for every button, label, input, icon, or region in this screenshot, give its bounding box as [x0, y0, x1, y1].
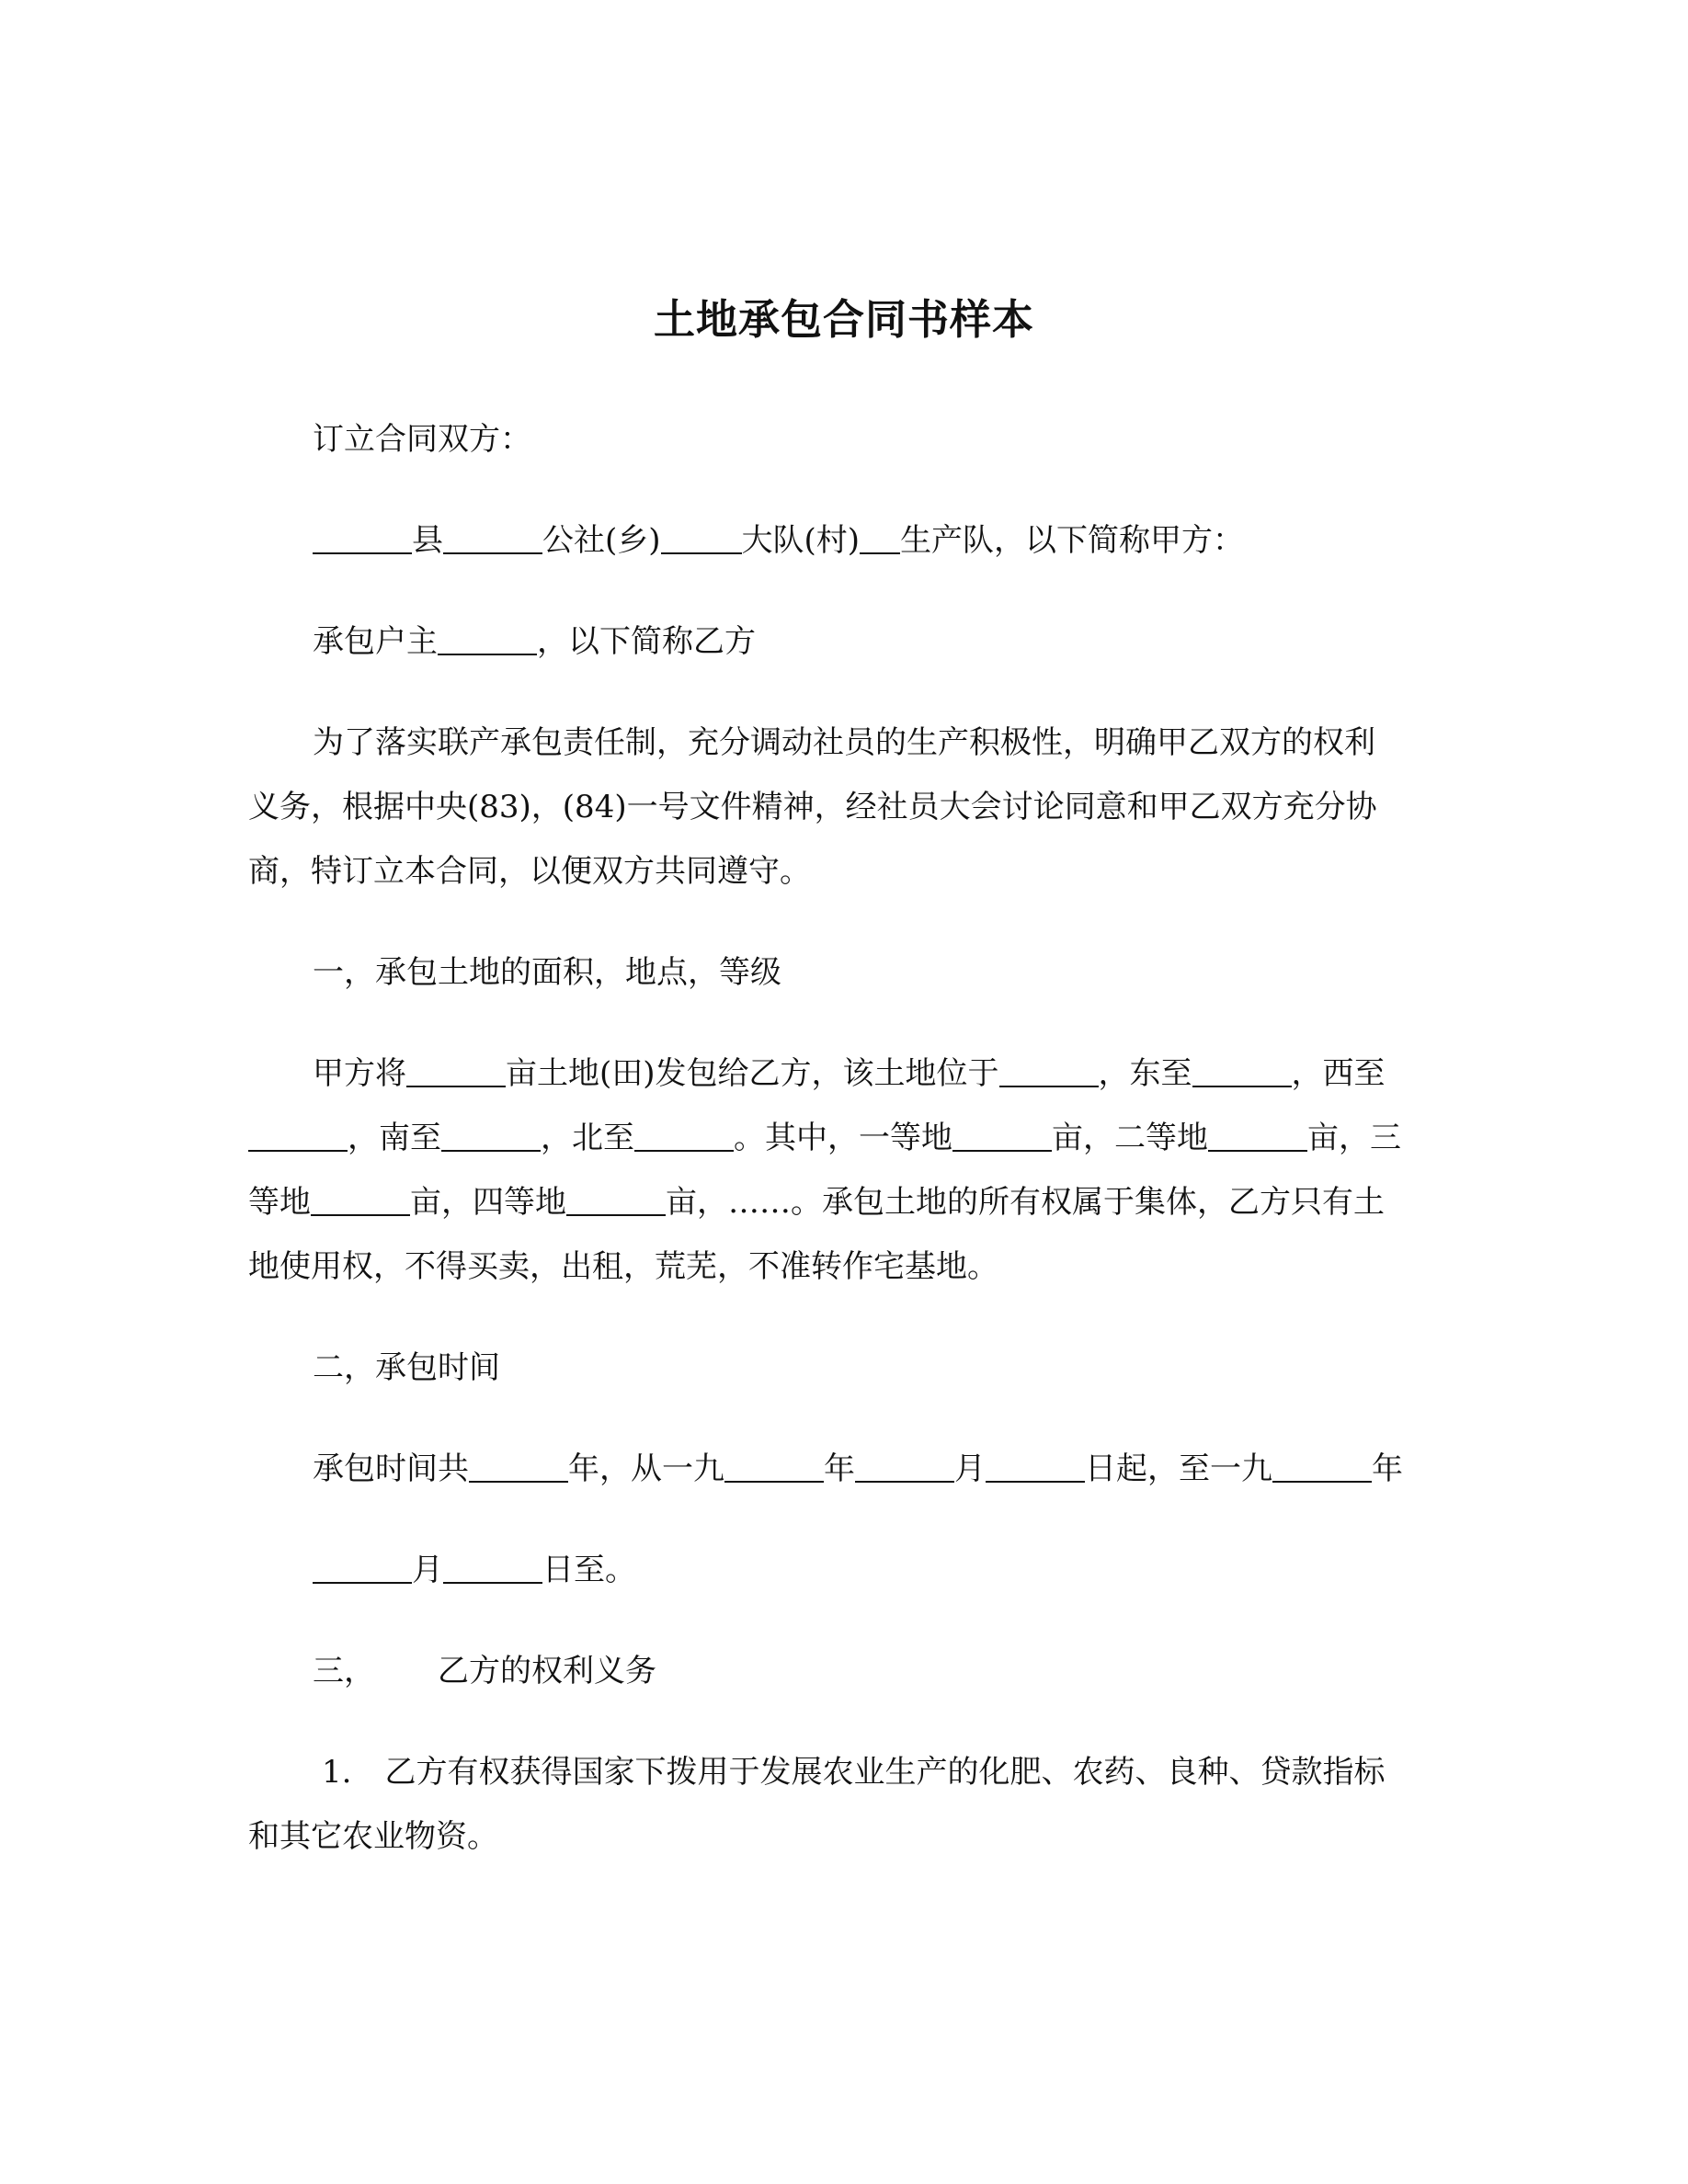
commune-label: 公社(乡): [542, 522, 661, 559]
text-segment: 亩土地(田)发包给乙方，该土地位于: [506, 1055, 999, 1092]
item-number: 1.: [322, 1754, 352, 1791]
grade-2-blank[interactable]: [1208, 1122, 1307, 1152]
section-1-line-4: 地使用权，不得买卖，出租，荒芜，不准转作宅基地。: [248, 1248, 998, 1285]
location-blank[interactable]: [999, 1058, 1099, 1087]
party-b-prefix: 承包户主: [313, 623, 438, 660]
start-month-blank[interactable]: [855, 1453, 954, 1483]
section-3-heading: [313, 1651, 1443, 1691]
grade-1-blank[interactable]: [952, 1122, 1052, 1152]
text-segment: 月: [954, 1450, 986, 1487]
grade-3-blank[interactable]: [311, 1187, 410, 1216]
text-segment: 等地: [248, 1184, 311, 1221]
text-segment: ，北至: [541, 1120, 634, 1156]
party-a-line: [313, 520, 1443, 561]
section-1-line-1: [313, 1053, 1443, 1094]
section-2-line-2: [313, 1550, 1443, 1590]
south-boundary-blank[interactable]: [441, 1122, 541, 1152]
north-boundary-blank[interactable]: [634, 1122, 734, 1152]
party-b-line: [313, 621, 1443, 662]
brigade-label: 大队(村): [741, 522, 861, 559]
text-segment: 年，从一九: [568, 1450, 724, 1487]
section-1-line-2: [248, 1118, 1443, 1158]
text-segment: 乙方有权获得国家下拨用于发展农业生产的化肥、农药、良种、贷款指标: [384, 1754, 1386, 1791]
brigade-blank[interactable]: [661, 525, 742, 554]
text-segment: 承包时间共: [313, 1450, 469, 1487]
text-segment: 亩，四等地: [410, 1184, 566, 1221]
term-years-blank[interactable]: [469, 1453, 568, 1483]
preamble-line-3: 商，特订立本合同，以便双方共同遵守。: [248, 853, 811, 890]
section-3-item-1-line-1: [322, 1752, 1453, 1792]
county-blank[interactable]: [313, 525, 412, 554]
start-year-blank[interactable]: [724, 1453, 824, 1483]
text-segment: 亩，二等地: [1052, 1120, 1208, 1156]
householder-blank[interactable]: [438, 626, 537, 655]
text-segment: 。其中，一等地: [734, 1120, 952, 1156]
text-segment: 年: [824, 1450, 855, 1487]
section-3-title: 乙方的权利义务: [438, 1653, 656, 1689]
preamble-line-2: 义务，根据中央(83)，(84)一号文件精神，经社员大会讨论同意和甲乙双方充分协: [248, 789, 1377, 825]
grade-4-blank[interactable]: [566, 1187, 666, 1216]
document-title: 土地承包合同书样本: [653, 295, 1034, 344]
text-segment: 月: [412, 1552, 443, 1588]
commune-blank[interactable]: [443, 525, 542, 554]
text-segment: ，东至: [1098, 1055, 1192, 1092]
text-segment: 日起，至一九: [1085, 1450, 1272, 1487]
section-2-heading: 二，承包时间: [313, 1349, 500, 1386]
party-b-suffix: ，以下简称乙方: [537, 623, 756, 660]
section-2-line-1: [313, 1449, 1443, 1489]
text-segment: 日至。: [542, 1552, 636, 1588]
preamble-line-1: 为了落实联产承包责任制，充分调动社员的生产积极性，明确甲乙双方的权利: [313, 724, 1375, 761]
section-1-heading: 一，承包土地的面积，地点，等级: [313, 954, 781, 991]
text-segment: 年: [1372, 1450, 1403, 1487]
section-3-number: 三，: [313, 1653, 375, 1689]
west-boundary-blank[interactable]: [248, 1122, 348, 1152]
end-month-blank[interactable]: [313, 1554, 412, 1584]
parties-heading: 订立合同双方：: [313, 421, 531, 458]
county-label: 县: [412, 522, 443, 559]
team-blank[interactable]: [860, 525, 900, 554]
text-segment: ，西至: [1291, 1055, 1386, 1092]
start-day-blank[interactable]: [986, 1453, 1085, 1483]
area-blank[interactable]: [406, 1058, 506, 1087]
end-day-blank[interactable]: [443, 1554, 542, 1584]
text-segment: 亩，三: [1307, 1120, 1401, 1156]
text-segment: 亩，……。承包土地的所有权属于集体，乙方只有土: [666, 1184, 1385, 1221]
text-segment: ，南至: [348, 1120, 441, 1156]
section-1-line-3: [248, 1182, 1443, 1223]
team-label: 生产队，以下简称甲方：: [900, 522, 1245, 559]
east-boundary-blank[interactable]: [1192, 1058, 1292, 1087]
end-year-blank[interactable]: [1272, 1453, 1372, 1483]
text-segment: 甲方将: [313, 1055, 406, 1092]
section-3-item-1-line-2: 和其它农业物资。: [248, 1818, 498, 1855]
